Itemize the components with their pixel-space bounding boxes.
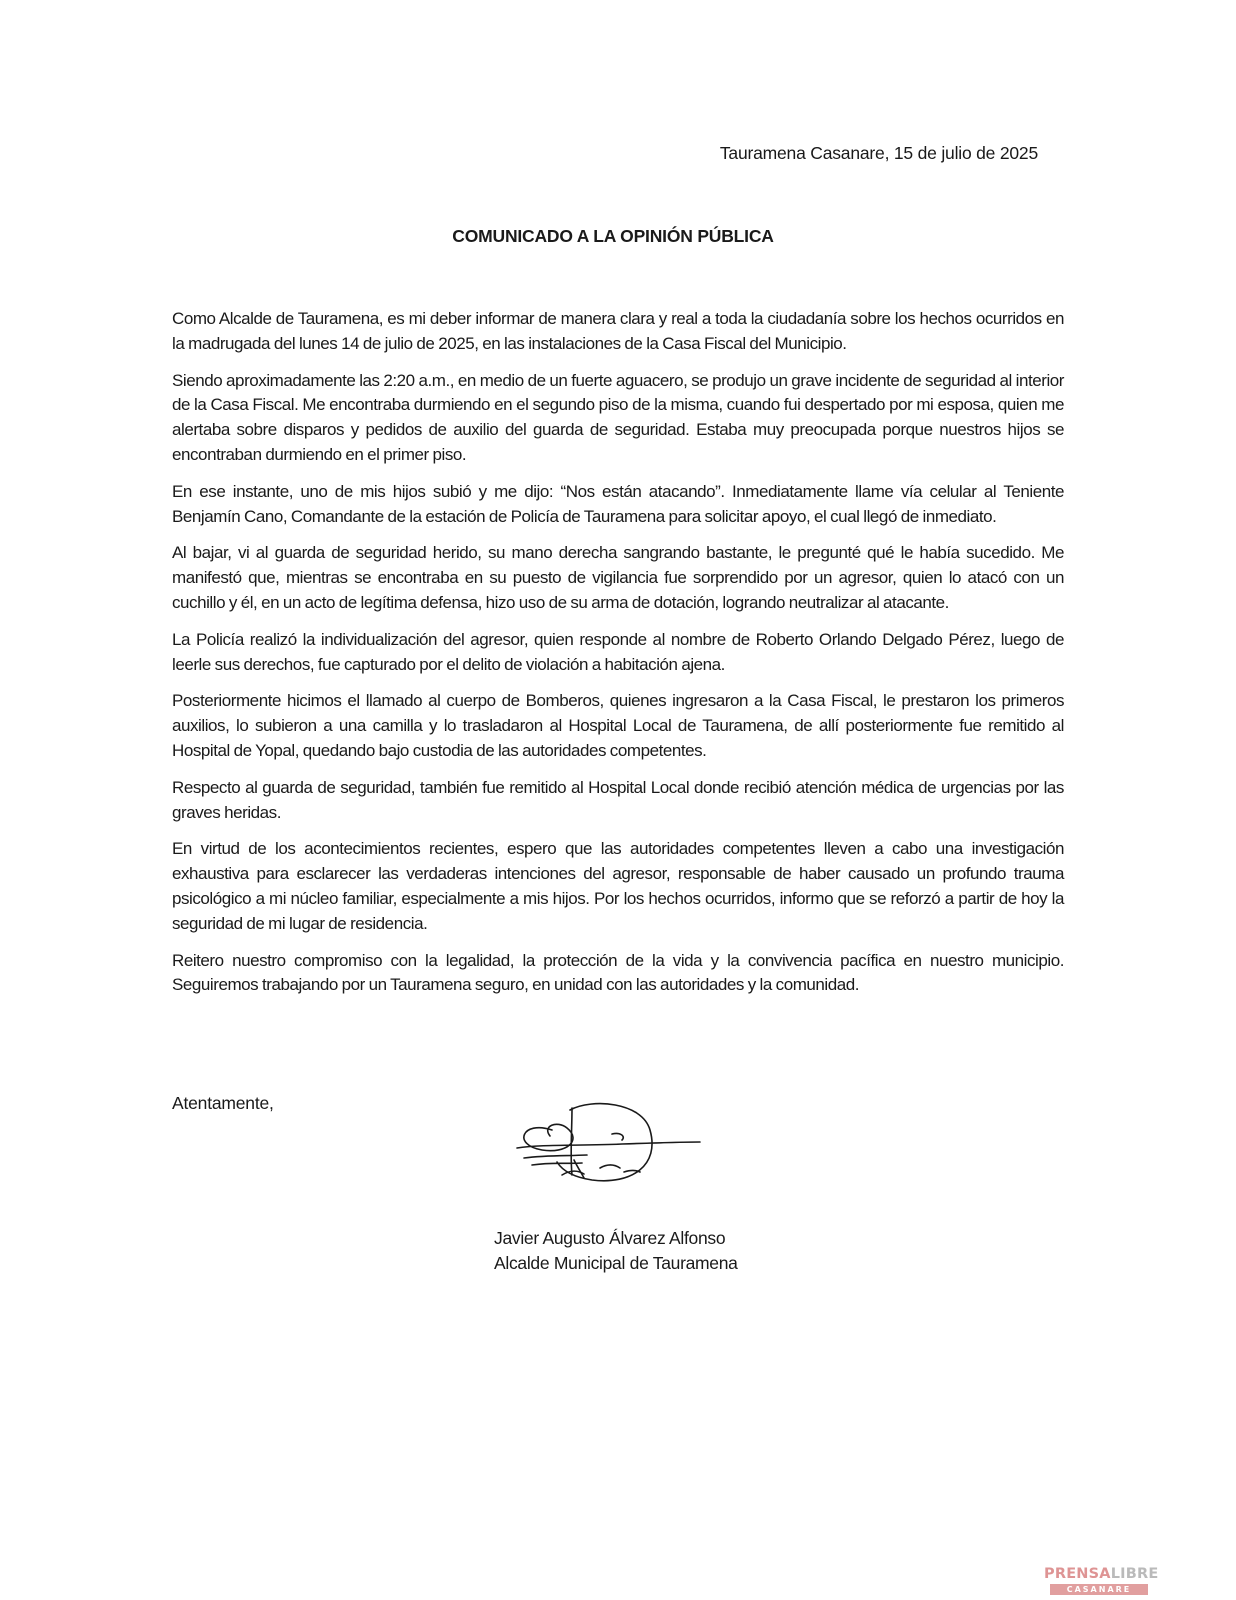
signer-role: Alcalde Municipal de Tauramena bbox=[494, 1253, 738, 1273]
paragraph-2: Siendo aproximadamente las 2:20 a.m., en medio de un fuerte aguacero, se produjo un grave incidente de seguridad al interior de la Casa Fiscal. Me encontraba durmiendo en el segundo piso de la misma, cuando fui despertado por mi esposa, quien me alertaba sobre disparos y pedidos de auxilio del guarda de seguridad. Estaba muy preocupada porque nuestros hijos se encontraban durmiendo en el primer piso. bbox=[172, 370, 1064, 464]
signer-name: Javier Augusto Álvarez Alfonso bbox=[494, 1228, 726, 1248]
signer-block bbox=[494, 1226, 738, 1276]
paragraph-4: Al bajar, vi al guarda de seguridad herido, su mano derecha sangrando bastante, le pregunté qué le había sucedido. Me manifestó que, mientras se encontraba en su puesto de vigilancia fue sorprendido por un agresor, quien lo atacó con un cuchillo y él, en un acto de legítima defensa, hizo uso de su arma de dotación, logrando neutralizar al atacante. bbox=[172, 543, 1064, 612]
handwritten-signature bbox=[512, 1100, 722, 1210]
watermark-logo-text bbox=[1044, 1566, 1159, 1582]
document-title bbox=[0, 226, 1236, 247]
paragraph-1: Como Alcalde de Tauramena, es mi deber informar de manera clara y real a toda la ciudadanía sobre los hechos ocurridos en la madrugada del lunes 14 de julio de 2025, en las instalaciones de la Casa Fiscal del Municipio. bbox=[172, 309, 1064, 353]
paragraph-5: La Policía realizó la individualización del agresor, quien responde al nombre de Roberto Orlando Delgado Pérez, luego de leerle sus derechos, fue capturado por el delito de violación a habitación ajena. bbox=[172, 629, 1064, 674]
date-line: Tauramena Casanare, 15 de julio de 2025 bbox=[719, 143, 1038, 163]
paragraph-7: Respecto al guarda de seguridad, también fue remitido al Hospital Local donde recibió atención médica de urgencias por las graves heridas. bbox=[172, 777, 1064, 822]
document-title-text: COMUNICADO A LA OPINIÓN PÚBLICA bbox=[452, 226, 774, 246]
watermark-word-gray: LIBRE bbox=[1110, 1566, 1159, 1582]
watermark-word-red: PRENSA bbox=[1044, 1566, 1111, 1582]
watermark-subtitle: CASANARE bbox=[1050, 1584, 1148, 1595]
letter-body bbox=[172, 307, 1064, 1010]
closing-salutation: Atentamente, bbox=[172, 1093, 274, 1113]
paragraph-3: En ese instante, uno de mis hijos subió y me dijo: “Nos están atacando”. Inmediatamente llame vía celular al Teniente Benjamín Cano, Comandante de la estación de Policía de Tauramena para solicitar apoyo, el cual llegó de inmediato. bbox=[172, 481, 1064, 526]
paragraph-9: Reitero nuestro compromiso con la legalidad, la protección de la vida y la convivencia pacífica en nuestro municipio. Seguiremos trabajando por un Tauramena seguro, en unidad con las autoridades y la comunidad. bbox=[172, 950, 1064, 995]
prensa-libre-watermark bbox=[1044, 1566, 1159, 1596]
paragraph-8: En virtud de los acontecimientos recientes, espero que las autoridades competentes lleven a cabo una investigación exhaustiva para esclarecer las verdaderas intenciones del agresor, responsable de haber causado un profundo trauma psicológico a mi núcleo familiar, especialmente a mis hijos. Por los hechos ocurridos, informo que se reforzó a partir de hoy la seguridad de mi lugar de residencia. bbox=[172, 839, 1064, 933]
paragraph-6: Posteriormente hicimos el llamado al cuerpo de Bomberos, quienes ingresaron a la Casa Fiscal, le prestaron los primeros auxilios, lo subieron a una camilla y lo trasladaron al Hospital Local de Tauramena, de allí posteriormente fue remitido al Hospital de Yopal, quedando bajo custodia de las autoridades competentes. bbox=[172, 691, 1064, 760]
